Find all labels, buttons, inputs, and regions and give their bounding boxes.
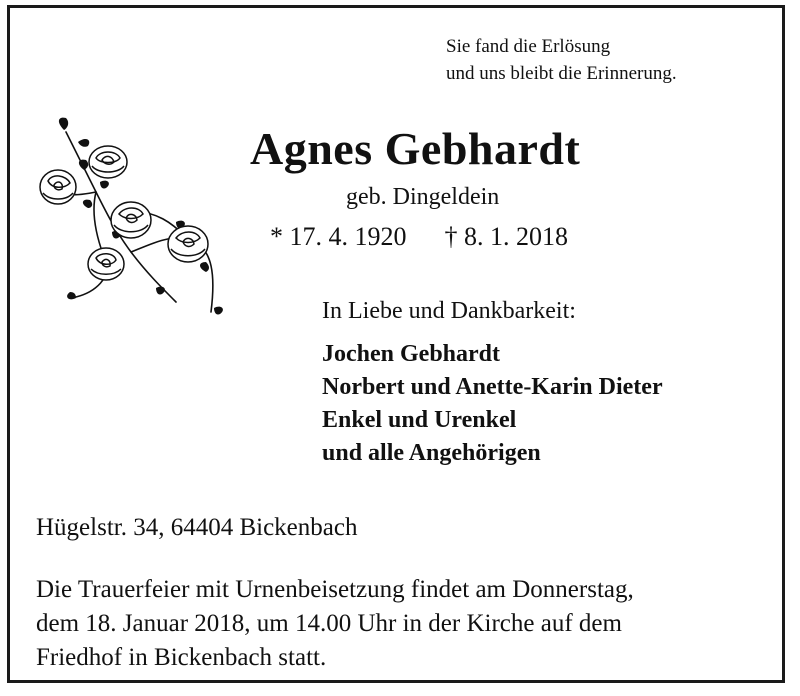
mourner-entry: Enkel und Urenkel — [322, 407, 517, 433]
motto-line-1: Sie fand die Erlösung — [446, 36, 611, 57]
motto — [446, 33, 677, 87]
deceased-name: Agnes Gebhardt — [250, 123, 581, 174]
service-line-1: Die Trauerfeier mit Urnenbeisetzung findet am Donnerstag, — [36, 576, 634, 603]
thanks-line: In Liebe und Dankbarkeit: — [322, 298, 576, 324]
motto-line-2: und uns bleibt die Erinnerung. — [446, 63, 677, 84]
birth-date: * 17. 4. 1920 — [270, 222, 407, 251]
roses-icon — [36, 112, 236, 332]
address: Hügelstr. 34, 64404 Bickenbach — [36, 514, 358, 541]
mourner-entry: Norbert und Anette-Karin Dieter — [322, 374, 663, 400]
mourner-entry: und alle Angehörigen — [322, 440, 541, 466]
maiden-name: geb. Dingeldein — [346, 184, 500, 210]
life-dates — [270, 222, 568, 252]
service-notice — [36, 573, 776, 675]
service-line-2: dem 18. Januar 2018, um 14.00 Uhr in der Kirche auf dem — [36, 610, 622, 637]
death-date: † 8. 1. 2018 — [444, 222, 568, 251]
mourners-list — [322, 338, 663, 470]
service-line-3: Friedhof in Bickenbach statt. — [36, 644, 327, 671]
mourner-entry: Jochen Gebhardt — [322, 341, 501, 367]
